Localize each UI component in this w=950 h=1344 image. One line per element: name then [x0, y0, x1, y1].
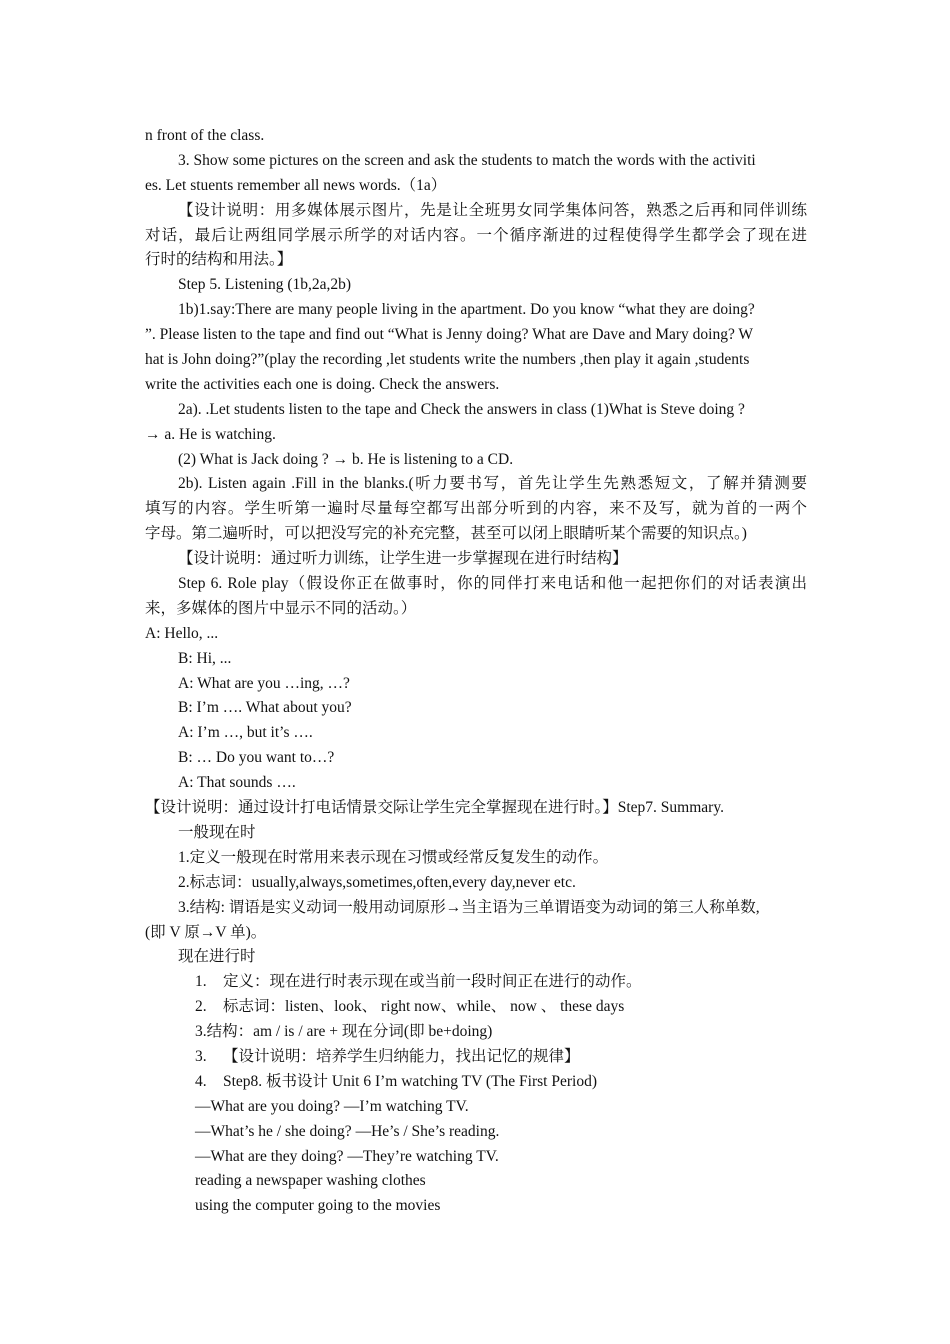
item-text: 定义：现在进行时表示现在或当前一段时间正在进行的动作。 — [223, 973, 642, 991]
numbered-item — [145, 1045, 807, 1070]
dialogue-line: B: I’m …. What about you? — [178, 699, 352, 717]
text-line: → a. He is watching. — [145, 425, 276, 443]
text-line: 2a). .Let students listen to the tape and Check the answers in class (1)What is Steve doing ? — [178, 400, 745, 418]
board-line: using the computer going to the movies — [195, 1197, 441, 1215]
board-line: reading a newspaper washing clothes — [195, 1172, 426, 1190]
dialogue-line: B: Hi, ... — [178, 649, 232, 667]
dialogue-line: A: That sounds …. — [178, 774, 296, 792]
text-line: hat is John doing?”(play the recording ,let students write the numbers ,then play it again ,students — [145, 351, 750, 369]
design-note-line: 【设计说明：通过听力训练，让学生进一步掌握现在进行时结构】 — [178, 550, 628, 568]
item-number: 4. — [195, 1072, 207, 1090]
text-line: 3.结构: 谓语是实义动词一般用动词原形→当主语为三单谓语变为动词的第三人称单数, — [178, 898, 760, 916]
document-body — [145, 124, 807, 1219]
dialogue-line: A: I’m …, but it’s …. — [178, 724, 313, 742]
text-line: 2.标志词：usually,always,sometimes,often,every day,never etc. — [178, 873, 576, 891]
item-number: 2. — [195, 998, 207, 1016]
dialogue-line: A: Hello, ... — [145, 624, 219, 642]
item-number: 1. — [195, 973, 207, 991]
text-line: n front of the class. — [145, 127, 265, 144]
board-line: —What’s he / she doing? —He’s / She’s reading. — [195, 1122, 500, 1140]
text-line: 1.定义一般现在时常用来表示现在习惯或经常反复发生的动作。 — [178, 848, 609, 866]
text-line: 1b)1.say:There are many people living in the apartment. Do you know “what they are doing? — [178, 301, 755, 319]
text-line: 来，多媒体的图片中显示不同的活动。） — [145, 599, 417, 617]
section-heading: 现在进行时 — [178, 948, 256, 966]
item-number: 3. — [195, 1047, 207, 1065]
design-note-line: 对话，最后让两组同学展示所学的对话内容。一个循序渐进的过程使得学生都学会了现在进 — [145, 226, 807, 244]
design-note-line: 【设计说明：通过设计打电话情景交际让学生完全掌握现在进行时。】Step7. Summary. — [145, 799, 724, 817]
text-line: 2b). Listen again .Fill in the blanks.(听力要书写，首先让学生先熟悉短文，了解并猜测要 — [178, 475, 807, 493]
board-line: —What are they doing? —They’re watching TV. — [195, 1147, 499, 1165]
numbered-item — [145, 1070, 807, 1095]
design-note-line: 行时的结构和用法。】 — [145, 251, 293, 269]
step-heading: Step 6. Role play（假设你正在做事时，你的同伴打来电话和他一起把你们的对话表演出 — [178, 575, 807, 593]
text-line: es. Let stuents remember all news words.（1a） — [145, 176, 447, 194]
text-line: 3.结构：am / is / are + 现在分词(即 be+doing) — [195, 1023, 493, 1041]
item-text: 标志词：listen、look、 right now、while、 now 、 these days — [223, 998, 625, 1016]
step-heading: Step 5. Listening (1b,2a,2b) — [178, 276, 352, 294]
text-line: (即 V 原→V 单)。 — [145, 923, 267, 941]
item-text: Step8. 板书设计 Unit 6 I’m watching TV (The First Period) — [223, 1072, 597, 1090]
section-heading: 一般现在时 — [178, 823, 256, 841]
text-line: (2) What is Jack doing ? → b. He is listening to a CD. — [178, 450, 514, 468]
text-line: write the activities each one is doing. Check the answers. — [145, 375, 500, 393]
item-text: 【设计说明：培养学生归纳能力，找出记忆的规律】 — [223, 1047, 580, 1065]
text-line: 填写的内容。学生听第一遍时尽量每空都写出部分听到的内容，来不及写，就为首的一两个 — [145, 500, 807, 518]
text-line: ”. Please listen to the tape and find out “What is Jenny doing? What are Dave and Mary doing? W — [145, 326, 754, 344]
dialogue-line: B: … Do you want to…? — [178, 749, 335, 767]
text-line: 字母。第二遍听时，可以把没写完的补充完整，甚至可以闭上眼睛听某个需要的知识点。) — [145, 525, 747, 543]
numbered-item — [145, 995, 807, 1020]
text-line: 3. Show some pictures on the screen and ask the students to match the words with the activiti — [178, 151, 756, 169]
design-note-line: 【设计说明：用多媒体展示图片，先是让全班男女同学集体问答，熟悉之后再和同伴训练 — [178, 201, 807, 219]
board-line: —What are you doing? —I’m watching TV. — [195, 1097, 469, 1115]
numbered-item — [145, 970, 807, 995]
dialogue-line: A: What are you …ing, …? — [178, 674, 350, 692]
